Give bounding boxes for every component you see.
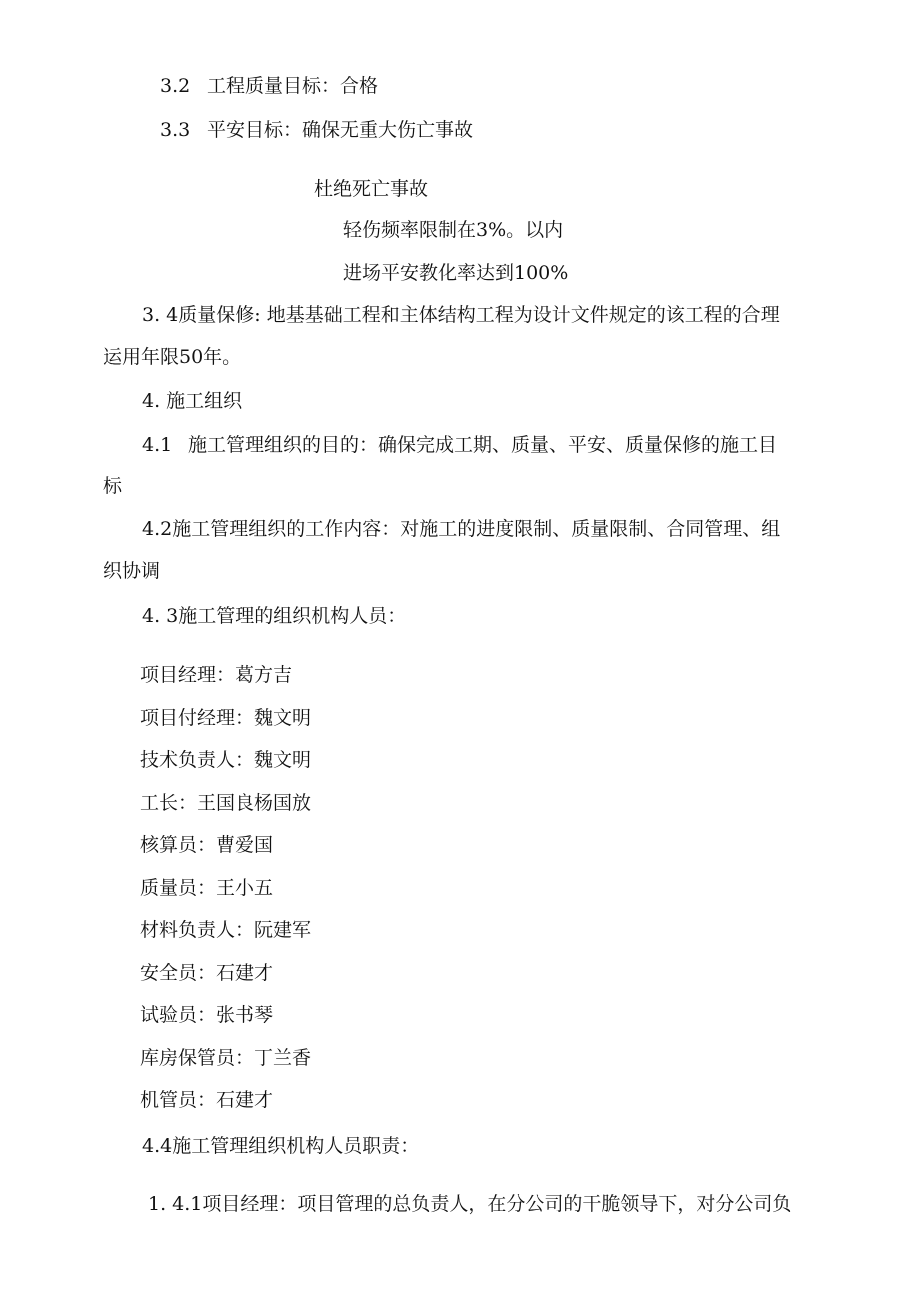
section-number: 3.2 <box>160 75 191 97</box>
section-4-4-heading: 4.4施工管理组织机构人员职责： <box>142 1135 420 1157</box>
safety-goal-text: 平安目标：确保无重大伤亡事故 <box>207 119 474 141</box>
safety-subgoal-injury-rate: 轻伤频率限制在3%。以内 <box>343 219 564 241</box>
section-4-2-line-1: 4.2施工管理组织的工作内容：对施工的进度限制、质量限制、合同管理、组 <box>142 518 781 540</box>
section-4-4-1-line-1: 1. 4.1项目经理：项目管理的总负责人，在分公司的干脆领导下，对分公司负 <box>148 1193 792 1215</box>
section-4-3-heading: 4. 3施工管理的组织机构人员： <box>142 605 407 627</box>
section-number: 4.1 <box>142 434 173 456</box>
staff-item: 核算员：曹爱国 <box>140 834 274 856</box>
staff-item: 项目付经理：魏文明 <box>140 707 312 729</box>
safety-subgoal-no-fatality: 杜绝死亡事故 <box>314 178 429 200</box>
staff-item: 机管员：石建才 <box>140 1089 274 1111</box>
section-4-heading: 4. 施工组织 <box>142 390 243 412</box>
staff-item: 库房保管员：丁兰香 <box>140 1047 312 1069</box>
safety-goal-line <box>160 118 473 142</box>
quality-goal-line <box>160 74 378 98</box>
staff-item: 工长：王国良杨国放 <box>140 792 312 814</box>
section-4-1-line-2: 标 <box>103 475 123 497</box>
staff-item: 试验员：张书琴 <box>140 1004 274 1026</box>
section-4-1-line-1 <box>142 433 777 457</box>
staff-item: 材料负责人：阮建军 <box>140 919 312 941</box>
staff-item: 技术负责人：魏文明 <box>140 749 312 771</box>
section-4-1-text: 施工管理组织的目的：确保完成工期、质量、平安、质量保修的施工目 <box>188 434 778 456</box>
section-number: 3.3 <box>160 119 191 141</box>
staff-item: 项目经理：葛方吉 <box>140 664 293 686</box>
warranty-line-2: 运用年限50年。 <box>103 346 242 368</box>
safety-subgoal-education-rate: 进场平安教化率达到100% <box>343 262 569 284</box>
quality-goal-text: 工程质量目标：合格 <box>207 75 379 97</box>
staff-item: 安全员：石建才 <box>140 962 274 984</box>
section-4-2-line-2: 织协调 <box>103 560 161 582</box>
warranty-line-1: 3. 4质量保修: 地基基础工程和主体结构工程为设计文件规定的该工程的合理 <box>142 304 780 326</box>
staff-item: 质量员：王小五 <box>140 877 274 899</box>
